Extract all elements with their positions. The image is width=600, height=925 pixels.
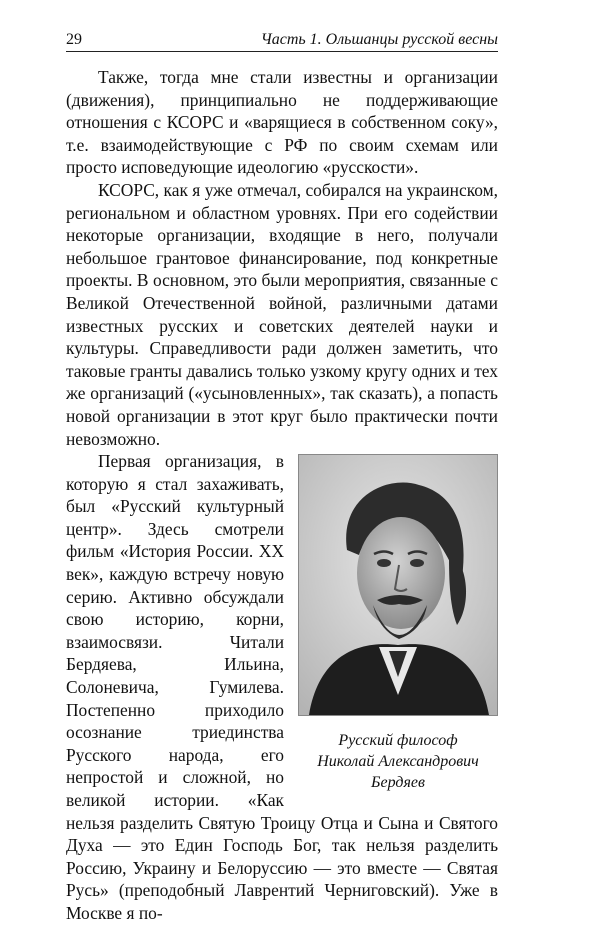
caption-line: Бердяев [371, 774, 425, 792]
caption-line: Русский философ [338, 732, 458, 750]
page-header [66, 31, 498, 52]
portrait-caption [298, 730, 498, 793]
running-title: Часть 1. Ольшанцы русской весны [260, 31, 498, 48]
paragraph-3: Первая организация, в которую я стал захаживать, был «Русский культурный центр». Здесь смотрели фильм «История России. XX век», каждую встречу новую серию. Активно обсуждали свою историю, корни, взаимосвязи. Читали Бердяева, Ильина, Солоневича, Гумилева. Постепенно приходило осознание триединства Русского народа, его непростой и сложной, но великой истории. «Как нельзя разделить Святую Троицу Отца и Сына и Святого Духа — это Един Господь Бог, так нельзя разделить Россию, Украину и Белоруссию — это вместе — Святая Русь» (преподобный Лаврентий Черниговский). Уже в Москве я по- [66, 451, 498, 923]
paragraph-2: КСОРС, как я уже отмечал, собирался на украинском, региональном и областном уровнях. При его содействии некоторые организации, входящие в него, получали небольшое грантовое финансирование, под конкретные проекты. В основном, это были мероприятия, связанные с Великой Отечественной войной, различными датами известных русских и советских деятелей науки и культуры. Справедливости ради должен заметить, что таковые гранты давались только узкому кругу одних и тех же организаций («усыновленных», так сказать), а попасть новой организации в этот круг было практически почти невозможно. [66, 179, 498, 449]
berdyaev-portrait-image [298, 454, 498, 716]
page-number: 29 [66, 31, 82, 48]
portrait-figure [298, 454, 498, 793]
paragraph-1: Также, тогда мне стали известны и организации (движения), принципиально не поддерживающие отношения с КСОРС и «варящиеся в собственном соку», т.е. взаимодействующие с РФ по своим схемам или просто исповедующие идеологию «русскости». [66, 67, 498, 178]
body-text [66, 66, 498, 925]
caption-line: Николай Александрович [317, 753, 479, 771]
